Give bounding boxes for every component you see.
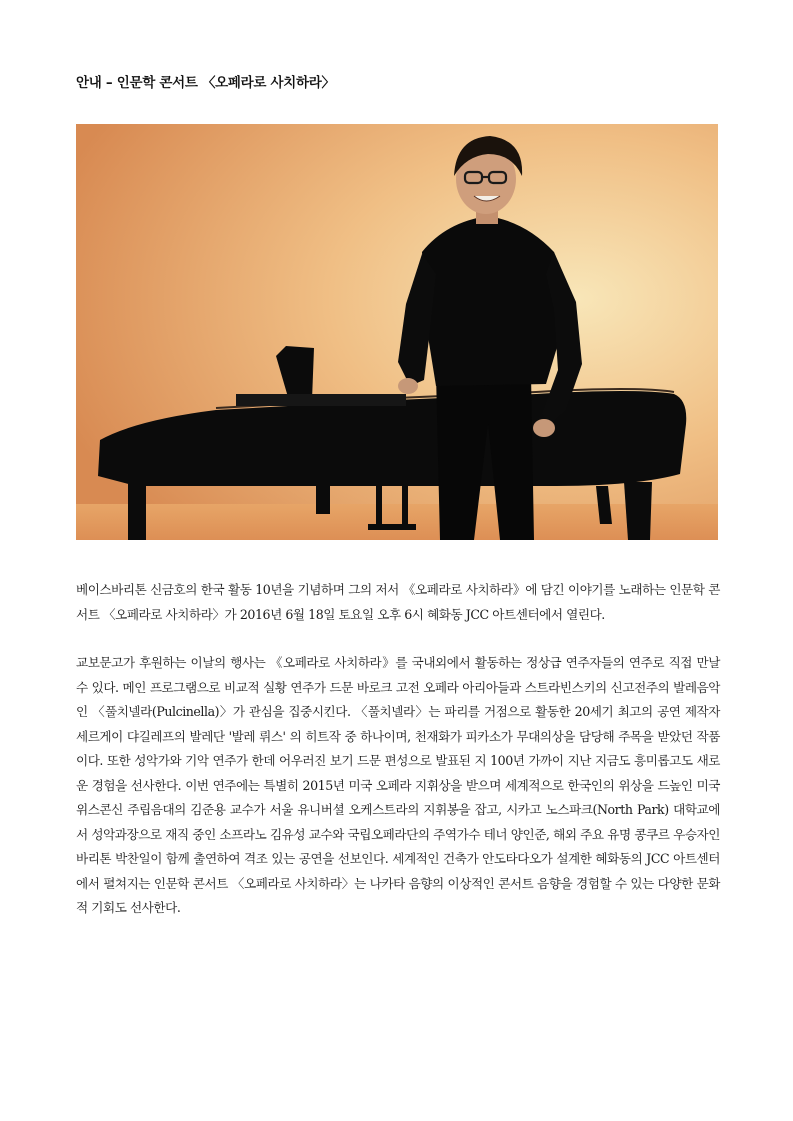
details-paragraph: 교보문고가 후원하는 이날의 행사는 《오페라로 사치하라》를 국내외에서 활동하는 정상급 연주자들의 연주로 직접 만날 수 있다. 메인 프로그램으로 비교적 실황 연주가 드문 바로크 고전 오페라 아리아들과 스트라빈스키의 신고전주의 발레음악인 〈풀치넬라(Pulcinella)〉가 관심을 집중시킨다. 〈풀치넬라〉는 파리를 거점으로 활동한 20세기 최고의 공연 제작자 세르게이 댜길레프의 발레단 '발레 뤼스' 의 히트작 중 하나이며, 천재화가 피카소가 무대의상을 담당해 주목을 받았던 작품이다. 또한 성악가와 기악 연주가 한데 어우러진 보기 드문 편성으로 발표된 지 100년 가까이 지난 지금도 흥미롭고도 새로운 경험을 선사한다. 이번 연주에는 특별히 2015년 미국 오페라 지휘상을 받으며 세계적으로 한국인의 위상을 드높인 미국 위스콘신 주립음대의 김준용 교수가 서울 유니버셜 오케스트라의 지휘봉을 잡고, 시카고 노스파크(North Park) 대학교에서 성악과장으로 재직 중인 소프라노 김유성 교수와 국립오페라단의 주역가수 테너 양인준, 해외 주요 유명 콩쿠르 우승자인 바리톤 박찬일이 함께 출연하여 격조 있는 공연을 선보인다. 세계적인 건축가 안도타다오가 설계한 혜화동의 JCC 아트센터에서 펼쳐지는 인문학 콘서트 〈오페라로 사치하라〉는 나카타 음향의 이상적인 콘서트 음향을 경험할 수 있는 다양한 문화적 기회도 선사한다. [76, 655, 720, 915]
concert-photo [76, 124, 718, 540]
page-title: 안내 – 인문학 콘서트 〈오페라로 사치하라〉 [76, 75, 335, 91]
intro-paragraph: 베이스바리톤 신금호의 한국 활동 10년을 기념하며 그의 저서 《오페라로 사치하라》에 담긴 이야기를 노래하는 인문학 콘서트 〈오페라로 사치하라〉가 2016년 6월 18일 토요일 오후 6시 혜화동 JCC 아트센터에서 열린다. [76, 582, 720, 622]
